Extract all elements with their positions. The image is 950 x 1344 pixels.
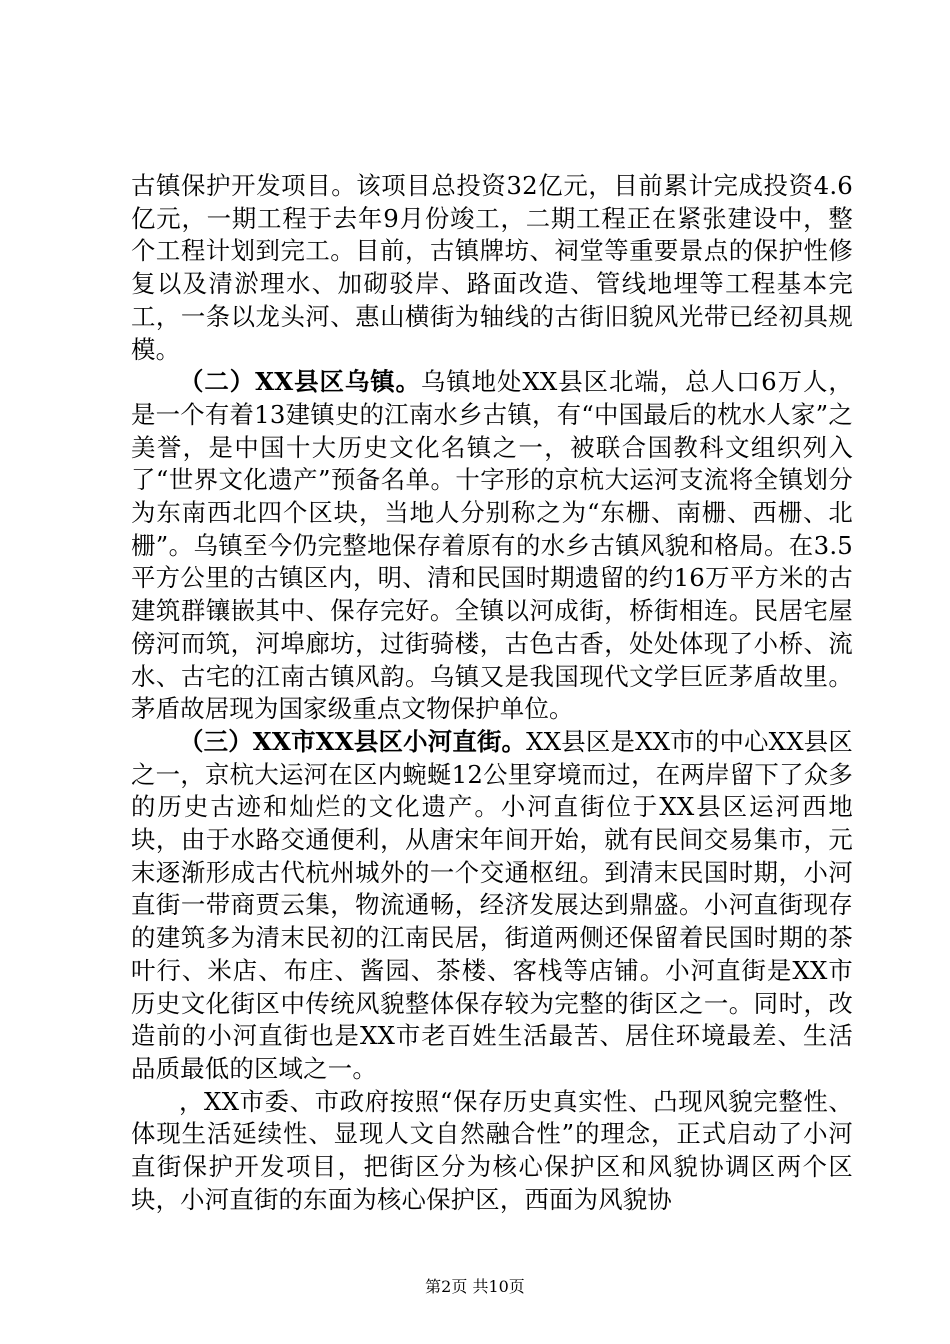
paragraph-text: XX县区是XX市的中心XX县区之一，京杭大运河在区内蜿蜒12公里穿境而过，在两岸留下了众多的历史古迹和灿烂的文化遗产。小河直街位于XX县区运河西地块，由于水路交通便利，从唐宋年间开始，就有民间交易集市，元末逐渐形成古代杭州城外的一个交通枢纽。到清末民国时期，小河直街一带商贾云集，物流通畅，经济发展达到鼎盛。小河直街现存的建筑多为清末民初的江南民居，街道两侧还保留着民国时期的茶叶行、米店、布庄、酱园、茶楼、客栈等店铺。小河直街是XX市历史文化街区中传统风貌整体保存较为完整的街区之一。同时，改造前的小河直街也是XX市老百姓生活最苦、居住环境最差、生活品质最低的区域之一。 xyxy=(131,726,853,1083)
section-heading-wuzhen: （二）XX县区乌镇。 xyxy=(179,367,421,397)
paragraph-text: 古镇保护开发项目。该项目总投资32亿元，目前累计完成投资4.6亿元，一期工程于去年9月份竣工，二期工程正在紧张建设中，整个工程计划到完工。目前，古镇牌坊、祠堂等重要景点的保护性修复以及清淤理水、加砌驳岸、路面改造、管线地埋等工程基本完工，一条以龙头河、惠山横街为轴线的古街旧貌风光带已经初具规模。 xyxy=(131,171,853,364)
page-footer xyxy=(0,1277,950,1297)
document-body xyxy=(131,170,853,1217)
paragraph-text: 乌镇地处XX县区北端，总人口6万人，是一个有着13建镇史的江南水乡古镇，有“中国最后的枕水人家”之美誉，是中国十大历史文化名镇之一，被联合国教科文组织列入了“世界文化遗产”预备名单。十字形的京杭大运河支流将全镇划分为东南西北四个区块，当地人分别称之为“东栅、南栅、西栅、北栅”。乌镇至今仍完整地保存着原有的水乡古镇风貌和格局。在3.5平方公里的古镇区内，明、清和民国时期遗留的约16万平方米的古建筑群镶嵌其中、保存完好。全镇以河成街，桥街相连。民居宅屋傍河而筑，河埠廊坊，过街骑楼，古色古香，处处体现了小桥、流水、古宅的江南古镇风韵。乌镇又是我国现代文学巨匠茅盾故里。茅盾故居现为国家级重点文物保护单位。 xyxy=(131,367,853,724)
paragraph-xiaohe-street xyxy=(131,726,853,1086)
paragraph-text: ，XX市委、市政府按照“保存历史真实性、凸现风貌完整性、体现生活延续性、显现人文自然融合性”的理念，正式启动了小河直街保护开发项目，把街区分为核心保护区和风貌协调区两个区块，小河直街的东面为核心保护区，西面为风貌协 xyxy=(131,1086,853,1214)
paragraph-project-launch xyxy=(131,1086,853,1217)
paragraph-continuation xyxy=(131,170,853,366)
section-heading-xiaohe-street: （三）XX市XX县区小河直街。 xyxy=(179,726,527,756)
page-number: 第2页 共10页 xyxy=(425,1277,525,1296)
paragraph-wuzhen xyxy=(131,366,853,726)
